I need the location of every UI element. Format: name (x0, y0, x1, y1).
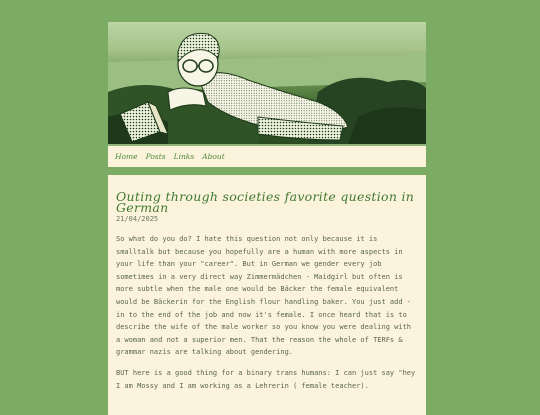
header-banner-image (108, 22, 426, 144)
blog-post-card (108, 175, 426, 415)
nav-home-link[interactable]: Home (115, 152, 138, 161)
nav-about-link[interactable]: About (202, 152, 225, 161)
post-date: 21/04/2025 (116, 215, 159, 223)
nav-links-link[interactable]: Links (173, 152, 195, 161)
banner-container (108, 22, 426, 144)
post-paragraph: BUT here is a good thing for a binary trans humans: I can just say "hey I am Mossy and I am working as a Lehrerin ( female teacher). (116, 368, 416, 390)
post-paragraph: So what do you do? I hate this question not only because it is smalltalk but because you hopefully are a human with more aspects in your life than your "career". But in German we gender every job sometimes in a very direct way Zimmermädchen - Maidgirl but often is more subtle when the male one would be Bäcker the female equivalent would be Bäckerin for the English flour handling baker. You just add -in to the end of the job and now it's female. I once heard that is to describe the wife of the male worker so you know you were dealing with a woman and not a superior men. That the reason the whole of TERFs & grammar nazis are talking about gendering. (116, 235, 412, 357)
post-title[interactable]: Outing through societies favorite question in German (116, 189, 415, 215)
nav-posts-link[interactable]: Posts (145, 152, 166, 161)
main-navigation (108, 144, 426, 167)
reading-person-illustration (108, 22, 426, 144)
